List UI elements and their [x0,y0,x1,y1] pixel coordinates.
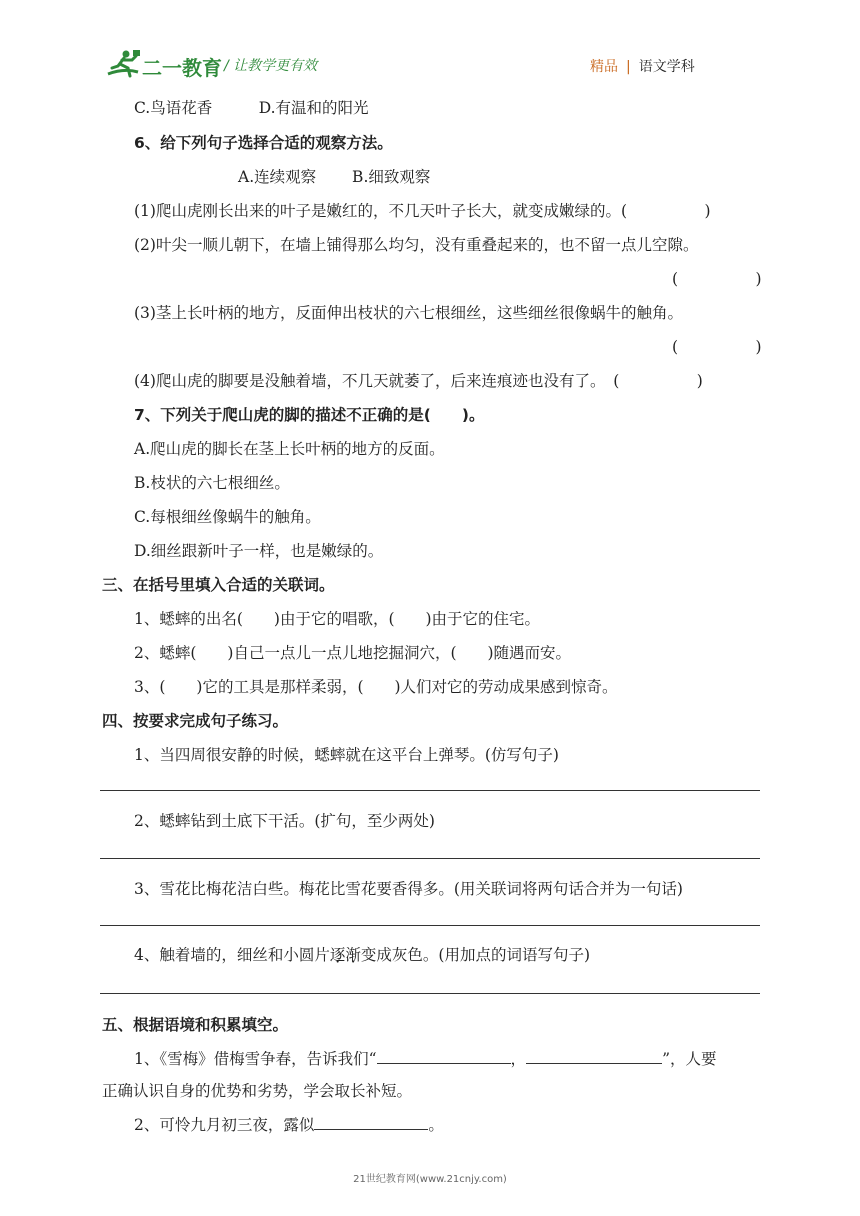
question-7-option-c: C.每根细丝像蜗牛的触角。 [134,508,321,526]
section-5-item-1-cont: 正确认识自身的优势和劣势，学会取长补短。 [102,1082,413,1100]
question-7-option-b: B.枝状的六七根细丝。 [134,474,290,492]
fill-blank-3[interactable] [314,1115,428,1130]
header-divider: | [626,59,631,75]
section-3-item-2: 2、蟋蟀( )自己一点儿一点儿地挖掘洞穴，( )随遇而安。 [134,644,572,662]
section-5-item-1-comma: ， [510,1050,527,1068]
question-6-options: A.连续观察 B.细致观察 [238,168,431,186]
subject-label: 语文学科 [638,59,695,75]
question-7-option-a: A.爬山虎的脚长在茎上长叶柄的地方的反面。 [134,440,445,458]
question-7-option-d: D.细丝跟新叶子一样，也是嫩绿的。 [134,542,384,560]
answer-line-4[interactable] [100,993,760,994]
question-6-item-2-answer[interactable]: ( ) [672,270,762,288]
premium-label: 精品 [590,59,618,75]
slogan: / 让教学更有效 [224,58,318,74]
logo-text: 二一教育 [142,56,222,80]
section-5-item-1 [134,1047,717,1069]
section-3-title: 三、在括号里填入合适的关联词。 [102,576,335,594]
answer-line-2[interactable] [100,858,760,859]
section-5-item-2 [134,1113,444,1135]
option-line: C.鸟语花香 D.有温和的阳光 [134,99,369,117]
section-4-item-3: 3、雪花比梅花洁白些。梅花比雪花要香得多。(用关联词将两句话合并为一句话) [134,880,683,898]
section-4-item-4-pre: 4、触着墙的，细丝和小圆片 [134,946,330,964]
question-6-item-3: (3)茎上长叶柄的地方，反面伸出枝状的六七根细丝，这些细丝很像蜗牛的触角。 [134,304,683,322]
question-6-item-4: (4)爬山虎的脚要是没触着墙，不几天就萎了，后来连痕迹也没有了。 ( ) [134,372,703,390]
section-3-item-1: 1、蟋蟀的出名( )由于它的唱歌，( )由于它的住宅。 [134,610,541,628]
header-right [590,56,695,76]
section-3-item-3: 3、( )它的工具是那样柔弱，( )人们对它的劳动成果感到惊奇。 [134,678,618,696]
section-5-item-2-post: 。 [428,1116,444,1134]
emphasized-char-2: 渐 [345,946,361,964]
fill-blank-2[interactable] [526,1049,662,1064]
emphasized-char-1: 逐 [329,946,346,964]
question-7-title: 7、下列关于爬山虎的脚的描述不正确的是( )。 [134,406,485,424]
question-6-title: 6、给下列句子选择合适的观察方法。 [134,134,393,152]
answer-line-3[interactable] [100,925,760,926]
section-4-item-2: 2、蟋蟀钻到土底下干活。(扩句，至少两处) [134,812,435,830]
question-6-item-2: (2)叶尖一顺儿朝下，在墙上铺得那么均匀，没有重叠起来的，也不留一点儿空隙。 [134,236,699,254]
section-4-item-4-post: 变成灰色。(用加点的词语写句子) [360,946,591,964]
question-6-item-1: (1)爬山虎刚长出来的叶子是嫩红的，不几天叶子长大，就变成嫩绿的。( ) [134,202,711,220]
answer-line-1[interactable] [100,790,760,791]
section-4-title: 四、按要求完成句子练习。 [102,712,289,730]
section-5-item-2-pre: 2、可怜九月初三夜，露似 [134,1116,315,1134]
section-4-item-4 [134,943,590,965]
section-5-item-1-post: ”，人要 [662,1050,717,1068]
footer: 21世纪教育网(www.21cnjy.com) [353,1174,507,1185]
fill-blank-1[interactable] [377,1049,511,1064]
section-4-item-1: 1、当四周很安静的时候，蟋蟀就在这平台上弹琴。(仿写句子) [134,746,559,764]
section-5-title: 五、根据语境和积累填空。 [102,1016,289,1034]
question-6-item-3-answer[interactable]: ( ) [672,338,762,356]
section-5-item-1-pre: 1、《雪梅》借梅雪争春，告诉我们“ [134,1050,377,1068]
